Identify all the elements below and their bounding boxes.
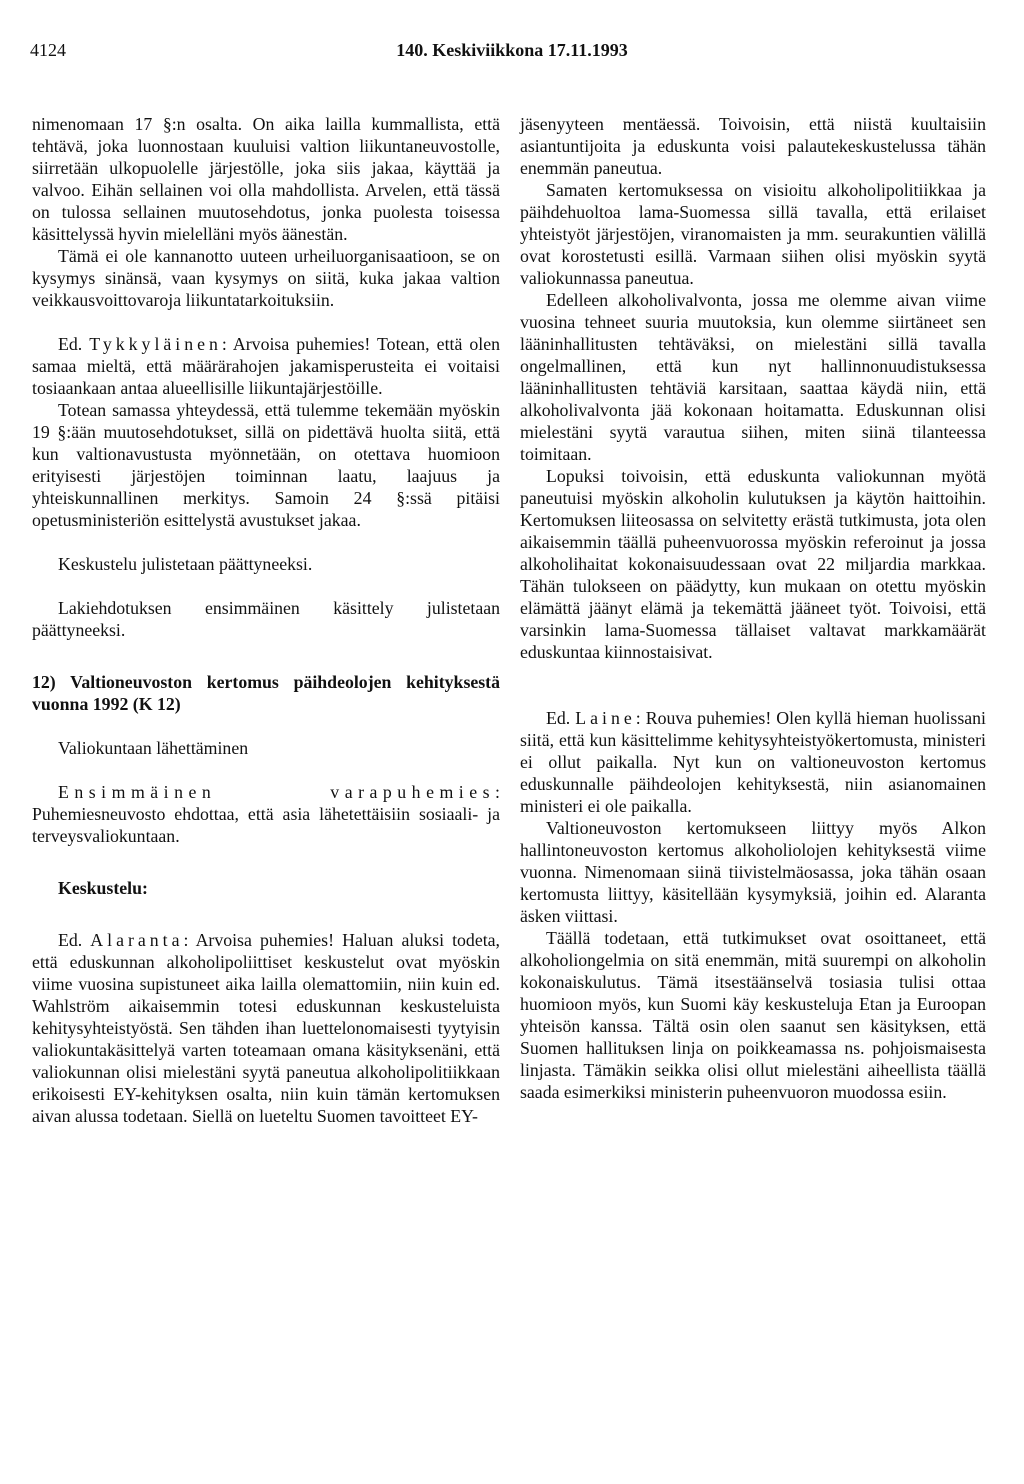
right-column bbox=[520, 113, 986, 1103]
paragraph: Lakiehdotuksen ensimmäinen käsittely julistetaan päättyneeksi. bbox=[32, 598, 500, 640]
speaker-name: Ensimmäinen varapuhemies bbox=[58, 782, 496, 802]
section-heading: 12) Valtioneuvoston kertomus päihdeolojen kehityksestä vuonna 1992 (K 12) bbox=[32, 672, 500, 714]
speech-laine bbox=[520, 707, 986, 817]
page-number: 4124 bbox=[30, 40, 66, 60]
page-header bbox=[30, 40, 994, 70]
speech-text: : Arvoisa puhemies! Haluan aluksi todeta, että eduskunnan alkoholipoliittiset keskustelut ovat myöskin viime vuosina supistuneet aika lailla olemattomiin, niin kuin ed. Wahlström aikaisemmin totesi eduskunnan keskusteluista kehitysyhteistyöstä. Sen tähden ihan luettelonomaisesti tyytyisin valiokuntakäsittelyä varten toteamaan omana käsityksenäni, että valiokunnan olisi mielestäni syytä paneutua alkoholipolitiikkaan erikoisesti EY-kehityksen osalta, niin kuin tämän kertomuksen aivan alussa todetaan. Siellä on lueteltu Suomen tavoitteet EY- bbox=[32, 930, 500, 1126]
speech-text: : Rouva puhemies! Olen kyllä hieman huolissani siitä, että kun käsittelimme kehitysyhteistyökertomusta, ministeri ei ollut paikalla. Nyt kun on valtioneuvoston kertomus eduskunnalle päihdeolojen kehityksestä, niin asianomainen ministeri ei ole paikalla. bbox=[520, 708, 986, 816]
left-column bbox=[32, 113, 500, 1127]
paragraph: Totean samassa yhteydessä, että tulemme tekemään myöskin 19 §:ään muutosehdotukset, sillä on pidettävä huolta siitä, että kun valtionavustusta myönnetään, on otettava huomioon erityisesti järjestöjen toiminnan laatu, laajuus ja yhteiskunnallinen merkitys. Samoin 24 §:ssä pitäisi opetusministeriön esittelystä avustukset jakaa. bbox=[32, 400, 500, 530]
speaker-name: Alaranta bbox=[90, 930, 184, 950]
paragraph: Täällä todetaan, että tutkimukset ovat osoittaneet, että alkoholiongelmia on sitä enemmän, mitä suurempi on alkoholin kokonaiskulutus. Tämä itsestäänselvä tosiasia tulisi ottaa huomioon myös, kun Suomi käy keskusteluja Etan ja Euroopan yhteisön kanssa. Tältä osin olen saanut sen käsityksen, että Suomen hallituksen linja on poikkeamassa ns. pohjoismaisesta linjasta. Tämäkin seikka olisi ollut mielestäni aiheellista täällä saada esimerkiksi ministerin puheenvuoron muodossa esiin. bbox=[520, 928, 986, 1102]
speech-text: : Puhemiesneuvosto ehdottaa, että asia lähetettäisiin sosiaali- ja terveysvaliokuntaan. bbox=[32, 782, 500, 846]
speaker-prefix: Ed. bbox=[58, 334, 83, 354]
speech-tykkylainen bbox=[32, 333, 500, 399]
speaker-name: Laine bbox=[575, 708, 636, 728]
speech-alaranta bbox=[32, 929, 500, 1127]
discussion-label: Keskustelu: bbox=[58, 878, 148, 898]
speaker-prefix: Ed. bbox=[546, 708, 571, 728]
paragraph: Edelleen alkoholivalvonta, jossa me olemme aivan viime vuosina tehneet suuria muutoksia, kun olemme siirtäneet sen lääninhallitusten tehtäväksi, on mielestäni sillä tavalla ongelmallinen, että kun nyt hallinnonuudistuksessa lääninhallitusten tehtäviä karsitaan, saattaa käydä niin, että alkoholivalvonta jää kokonaan hoitamatta. Eduskunnan olisi mielestäni syytä varautua siihen, miten siinä tilanteessa toimitaan. bbox=[520, 290, 986, 464]
paragraph: nimenomaan 17 §:n osalta. On aika lailla kummallista, että tehtävä, joka luonnostaan kuuluisi valtion liikuntaneuvostolle, siirretään ulkopuolelle järjestölle, joka siis jakaa, käyttää ja valvoo. Eihän sellainen voi olla mahdollista. Arvelen, että tässä on tulossa sellainen muutosehdotus, jonka puolesta toisessa käsittelyssä hyvin mielelläni myös äänestän. bbox=[32, 114, 500, 244]
speaker-name: Tykkyläinen bbox=[89, 334, 222, 354]
speech-text: : Arvoisa puhemies! Totean, että olen samaa mieltä, että määrärahojen jakamisperusteita ei voitaisi tosiaankaan antaa alueellisille liikuntajärjestöille. bbox=[32, 334, 501, 398]
speech-varapuhemies bbox=[32, 781, 500, 847]
paragraph: Keskustelu julistetaan päättyneeksi. bbox=[58, 554, 313, 574]
page-title: 140. Keskiviikkona 17.11.1993 bbox=[396, 40, 628, 60]
paragraph: Tämä ei ole kannanotto uuteen urheiluorganisaatioon, se on kysymys sinänsä, vaan kysymys on siitä, kuka jakaa valtion veikkausvoittovaroja liikuntatarkoituksiin. bbox=[32, 246, 500, 310]
speaker-prefix: Ed. bbox=[58, 930, 83, 950]
paragraph: jäsenyyteen mentäessä. Toivoisin, että niistä kuultaisiin asiantuntijoita ja eduskunta voisi palautekeskustelussa tähän enemmän paneutua. bbox=[520, 114, 986, 178]
paragraph: Samaten kertomuksessa on visioitu alkoholipolitiikkaa ja päihdehuoltoa lama-Suomessa sillä tavalla, että erilaiset yhteistyöt järjestöjen, viranomaisten ja mm. seurakuntien välillä ovat korostetusti esillä. Varmaan siihen olisi myöskin syytä valiokunnassa paneutua. bbox=[520, 180, 986, 288]
paragraph: Valiokuntaan lähettäminen bbox=[58, 738, 249, 758]
paragraph: Valtioneuvoston kertomukseen liittyy myös Alkon hallintoneuvoston kertomus alkoholiolojen kehityksestä viime vuonna. Nimenomaan siinä tiivistelmäosassa, joka tähän osaan kertomusta liittyy, käsitellään kysymyksiä, joihin ed. Alaranta äsken viittasi. bbox=[520, 818, 986, 926]
paragraph: Lopuksi toivoisin, että eduskunta valiokunnan myötä paneutuisi myöskin alkoholin kulutuksen ja käytön haittoihin. Kertomuksen liiteosassa on selvitetty erästä tutkimusta, jota olen aikaisemmin täällä puheenvuorossa myöskin referoinut ja jossa alkoholihaitat kokonaisuudessaan ovat 22 miljardia markkaa. Tähän tulokseen on päädytty, kun mukaan on otettu myöskin elämättä jäänyt elämä ja tekemättä jääneet työt. Toivoisi, että varsinkin lama-Suomessa tällaiset valtavat markkamäärät eduskuntaa kiinnostaisivat. bbox=[520, 466, 986, 662]
